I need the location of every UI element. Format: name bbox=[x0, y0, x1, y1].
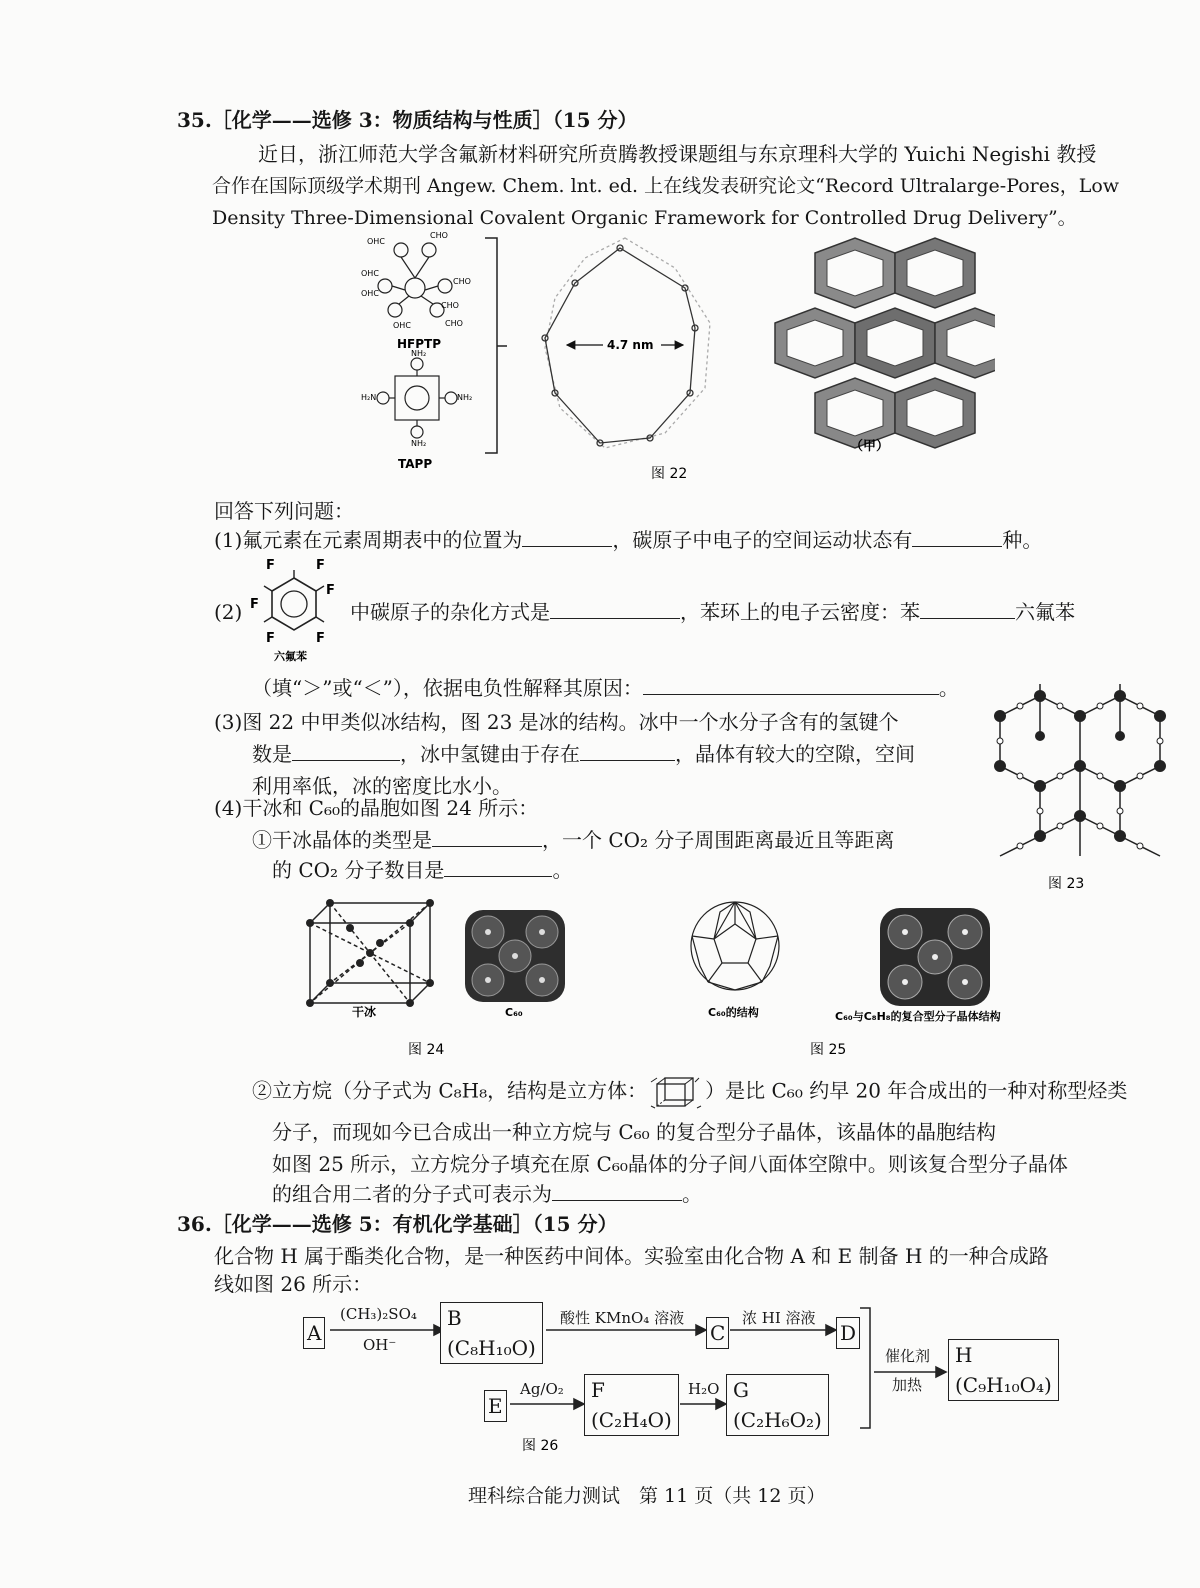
svg-text:六氟苯: 六氟苯 bbox=[274, 650, 307, 663]
c60-structure bbox=[691, 902, 779, 990]
answer-blank-2-2[interactable] bbox=[920, 596, 1015, 619]
compound-G: G (C₂H₆O₂) bbox=[726, 1374, 829, 1436]
figures-24-25 bbox=[290, 888, 1070, 1063]
question-3-line1: (3)图 22 中甲类似冰结构，图 23 是冰的结构。冰中一个水分子含有的氢键个 bbox=[214, 710, 899, 734]
compound-E: E bbox=[484, 1390, 507, 1422]
compound-F: F (C₂H₄O) bbox=[584, 1374, 679, 1436]
svg-text:F: F bbox=[326, 583, 335, 598]
c60-cell bbox=[465, 910, 565, 1002]
compound-D: D bbox=[836, 1317, 860, 1349]
figure-22-sub-label: （甲） bbox=[850, 439, 890, 454]
compound-B: B (C₈H₁₀O) bbox=[440, 1302, 543, 1364]
cho-label: OHC bbox=[367, 237, 385, 246]
reagent-3: 浓 HI 溶液 bbox=[742, 1309, 816, 1327]
c60-cell-label: C₆₀ bbox=[505, 1006, 523, 1019]
question-2: 中碳原子的杂化方式是 ，苯环上的电子云密度：苯 六氟苯 bbox=[350, 596, 1075, 628]
svg-text:F: F bbox=[316, 631, 325, 646]
reagent-5: H₂O bbox=[688, 1380, 720, 1398]
composite-crystal bbox=[880, 908, 990, 1006]
figure-23-ice-structure bbox=[980, 676, 1180, 896]
reagent-1-bottom: OH⁻ bbox=[363, 1336, 397, 1354]
question-3-line3: 利用率低，冰的密度比水小。 bbox=[252, 774, 512, 798]
dry-ice-label: 干冰 bbox=[352, 1005, 377, 1019]
svg-text:OHC: OHC bbox=[393, 321, 411, 330]
hexafluorobenzene-structure bbox=[244, 556, 354, 664]
question-2-label: (2) bbox=[214, 600, 243, 624]
answer-blank-2-3[interactable] bbox=[643, 672, 939, 695]
q36-header: 36.［化学——选修 5：有机化学基础］（15 分） bbox=[177, 1212, 618, 1236]
reagent-2: 酸性 KMnO₄ 溶液 bbox=[560, 1309, 685, 1327]
answer-blank-1-2[interactable] bbox=[912, 524, 1002, 547]
question-4-line1: (4)干冰和 C₆₀的晶胞如图 24 所示： bbox=[214, 796, 539, 820]
answer-blank-2-1[interactable] bbox=[550, 596, 680, 619]
q35-intro-line3: Density Three-Dimensional Covalent Organic Framework for Controlled Drug Delivery”。 bbox=[212, 207, 1077, 229]
page-footer: 理科综合能力测试 第 11 页（共 12 页） bbox=[468, 1485, 826, 1507]
svg-text:CHO: CHO bbox=[430, 231, 448, 240]
question-2-explain: （填“＞”或“＜”），依据电负性解释其原因： 。 bbox=[252, 672, 959, 704]
q35-intro-line1: 近日，浙江师范大学含氟新材料研究所贲腾教授课题组与东京理科大学的 Yuichi Negishi 教授 bbox=[258, 142, 1097, 166]
svg-text:F: F bbox=[266, 631, 275, 646]
question-4-2-line4: 的组合用二者的分子式可表示为 。 bbox=[272, 1178, 702, 1210]
tapp-label: TAPP bbox=[398, 457, 433, 471]
tapp-molecule bbox=[377, 358, 457, 438]
question-4-1-line1: ①干冰晶体的类型是 ，一个 CO₂ 分子周围距离最近且等距离 bbox=[252, 824, 894, 856]
figure-23-caption: 图 23 bbox=[1048, 876, 1085, 892]
figure-26-caption: 图 26 bbox=[522, 1438, 559, 1454]
compound-H: H (C₉H₁₀O₄) bbox=[948, 1339, 1059, 1401]
question-4-1-line2: 的 CO₂ 分子数目是 。 bbox=[272, 854, 572, 886]
figure-22-caption: 图 22 bbox=[651, 466, 688, 482]
compound-C: C bbox=[706, 1317, 729, 1349]
scheme-bracket bbox=[860, 1308, 870, 1428]
question-4-2-line1: ②立方烷（分子式为 C₈H₈，结构是立方体： ）是比 C₆₀ 约早 20 年合成出的一种对称型烃类 bbox=[252, 1074, 1127, 1110]
cubane-cube-icon bbox=[647, 1074, 705, 1110]
compound-A: A bbox=[303, 1317, 325, 1349]
c60-structure-label: C₆₀的结构 bbox=[708, 1006, 759, 1019]
svg-text:NH₂: NH₂ bbox=[457, 393, 473, 402]
answer-blank-4-1[interactable] bbox=[432, 824, 542, 847]
question-3-line2: 数是 ，冰中氢键由于存在 ，晶体有较大的空隙，空间 bbox=[252, 738, 915, 770]
bracket bbox=[485, 238, 497, 453]
pore-size-label: 4.7 nm bbox=[607, 338, 654, 352]
reagent-6-bottom: 加热 bbox=[892, 1376, 923, 1394]
svg-text:F: F bbox=[250, 597, 259, 612]
svg-text:NH₂: NH₂ bbox=[411, 349, 427, 358]
question-4-2-line3: 如图 25 所示，立方烷分子填充在原 C₆₀晶体的分子间八面体空隙中。则该复合型分子晶体 bbox=[272, 1152, 1068, 1176]
answer-blank-4-2[interactable] bbox=[444, 854, 552, 877]
figure-22 bbox=[345, 228, 995, 488]
answer-prompt: 回答下列问题： bbox=[214, 499, 354, 523]
svg-text:OHC: OHC bbox=[361, 289, 379, 298]
q36-intro-line2: 线如图 26 所示： bbox=[214, 1272, 373, 1296]
q36-intro-line1: 化合物 H 属于酯类化合物，是一种医药中间体。实验室由化合物 A 和 E 制备 H 的一种合成路 bbox=[214, 1244, 1049, 1268]
svg-text:NH₂: NH₂ bbox=[411, 439, 427, 448]
figure-25-caption: 图 25 bbox=[810, 1042, 847, 1058]
answer-blank-1-1[interactable] bbox=[522, 524, 612, 547]
svg-text:F: F bbox=[316, 558, 325, 573]
figure-24-caption: 图 24 bbox=[408, 1042, 445, 1058]
question-1: (1)氟元素在元素周期表中的位置为 ，碳原子中电子的空间运动状态有 种。 bbox=[214, 524, 1042, 556]
reagent-6-top: 催化剂 bbox=[885, 1347, 931, 1365]
svg-text:H₂N: H₂N bbox=[361, 393, 377, 402]
reagent-4: Ag/O₂ bbox=[520, 1380, 564, 1398]
svg-text:F: F bbox=[266, 558, 275, 573]
answer-blank-3-1[interactable] bbox=[292, 738, 400, 761]
reagent-1-top: (CH₃)₂SO₄ bbox=[340, 1305, 417, 1323]
answer-blank-3-2[interactable] bbox=[580, 738, 675, 761]
hfptp-label-visible: HFPTP bbox=[397, 337, 442, 351]
composite-crystal-label: C₆₀与C₈H₈的复合型分子晶体结构 bbox=[835, 1010, 1001, 1023]
answer-blank-4-3[interactable] bbox=[552, 1178, 682, 1201]
q35-intro-line2: 合作在国际顶级学术期刊 Angew. Chem. lnt. ed. 上在线发表研究论文“Record Ultralarge-Pores，Low bbox=[212, 175, 1120, 197]
q35-header: 35.［化学——选修 3：物质结构与性质］（15 分） bbox=[177, 108, 638, 132]
svg-text:CHO: CHO bbox=[445, 319, 463, 328]
svg-text:OHC: OHC bbox=[361, 269, 379, 278]
question-4-2-line2: 分子，而现如今已合成出一种立方烷与 C₆₀ 的复合型分子晶体，该晶体的晶胞结构 bbox=[272, 1120, 997, 1144]
svg-text:CHO: CHO bbox=[453, 277, 471, 286]
svg-text:CHO: CHO bbox=[441, 301, 459, 310]
